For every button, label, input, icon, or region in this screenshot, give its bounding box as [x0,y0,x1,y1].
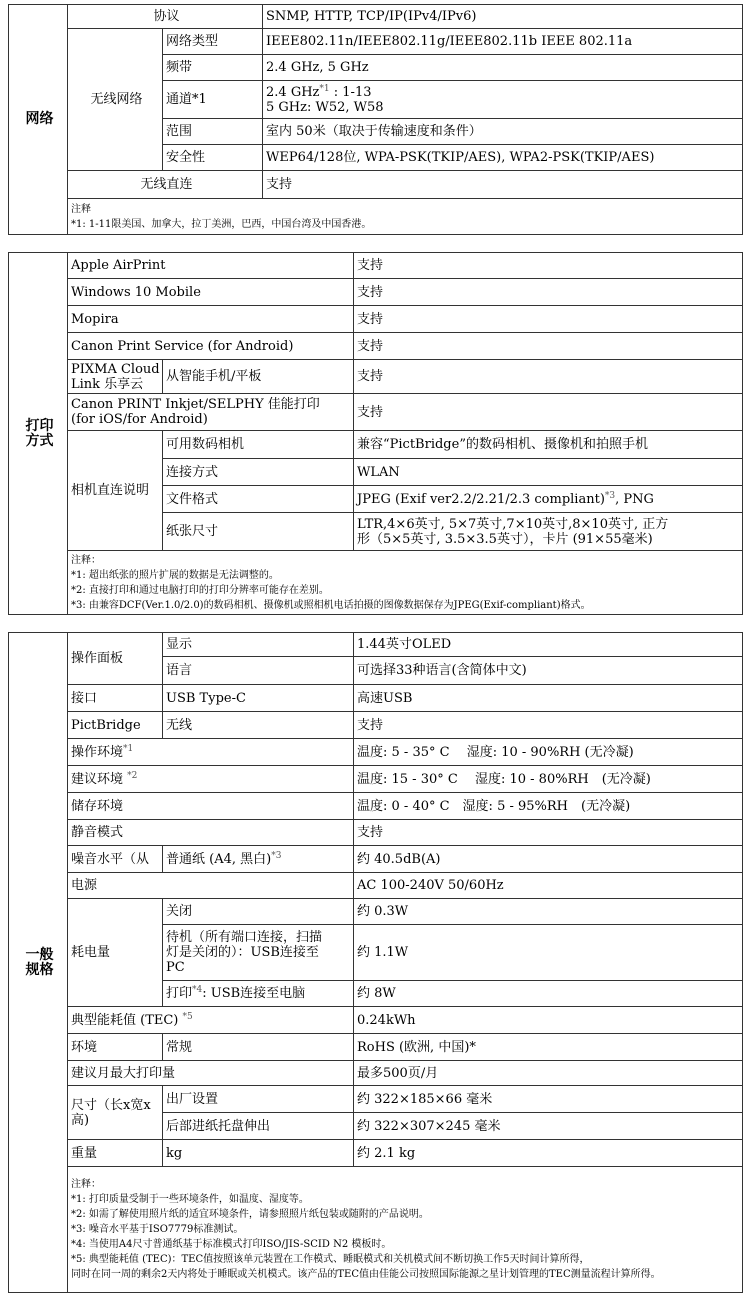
connection-value: WLAN [354,459,743,486]
language-value: 可选择33种语言(含简体中文) [354,657,743,685]
storage-env-label: 储存环境 [68,793,354,820]
noise-level-label: 噪音水平（从 [68,846,163,873]
dimensions-label: 尺寸（长x宽x 高) [68,1086,163,1140]
power-consumption-label: 耗电量 [68,899,163,1007]
noise-level-value: 约 40.5dB(A) [354,846,743,873]
wireless-direct-value: 支持 [263,171,743,199]
print-method-label: Apple AirPrint [68,253,354,279]
pixma-cloud-value: 支持 [354,360,743,394]
file-format-value: JPEG (Exif ver2.2/2.21/2.3 compliant)$^{*3}$, PNG [354,486,743,513]
inkjet-selphy-value: 支持 [354,394,743,431]
network-notes: 注释 *1: 1-11限美国、加拿大，拉丁美洲，巴西，中国台湾及中国香港。 [68,199,743,235]
power-supply-value: AC 100-240V 50/60Hz [354,873,743,899]
print-method-value: 支持 [354,333,743,360]
weight-sub: kg [163,1140,354,1167]
pixma-cloud-sub: 从智能手机/平板 [163,360,354,394]
paper-size-label: 纸张尺寸 [163,513,354,551]
noise-level-sub: 普通纸 (A4, 黑白)$^{*3}$ [163,846,354,873]
power-off-value: 约 0.3W [354,899,743,925]
dimensions-factory-label: 出厂设置 [163,1086,354,1113]
display-value: 1.44英寸OLED [354,633,743,657]
print-category: 打印 方式 [9,253,68,615]
environment-sub: 常规 [163,1034,354,1061]
camera-direct-label: 相机直连说明 [68,431,163,551]
pictbridge-value: 支持 [354,712,743,739]
display-label: 显示 [163,633,354,657]
duty-cycle-label: 建议月最大打印量 [68,1061,354,1086]
network-table [8,4,743,235]
wireless-direct-label: 无线直连 [68,171,263,199]
power-off-label: 关闭 [163,899,354,925]
dimensions-factory-value: 约 322×185×66 毫米 [354,1086,743,1113]
recommended-env-value: 温度: 15 - 30° C 湿度: 10 - 80%RH (无冷凝) [354,766,743,793]
environment-label: 环境 [68,1034,163,1061]
print-method-label: Canon Print Service (for Android) [68,333,354,360]
tec-value: 0.24kWh [354,1007,743,1034]
language-label: 语言 [163,657,354,685]
printing-power-value: 约 8W [354,981,743,1007]
dimensions-tray-label: 后部进纸托盘伸出 [163,1113,354,1140]
standby-label: 待机（所有端口连接，扫描 灯是关闭的）：USB连接至 PC [163,925,354,981]
general-notes: 注释： *1: 打印质量受制于一些环境条件，如温度、湿度等。 *2: 如需了解使用照片纸的适宜环境条件，请参照照片纸包装或随附的产品说明。 *3: 噪音水平基于ISO7779标准测试。 *4: 当使用A4尺寸普通纸基于标准模式打印ISO/JIS-SCID N2 模板时。 *5: 典型能耗值 (TEC)：TEC值按照该单元装置在工作模式、睡眠模式和关机模式间不断切换工作5天时间计算所得， 同时在同一周的剩余2天内将处于睡眠或关机模式。该产品的TEC值由佳能公司按照国际能源之星计划管理的TEC测量流程计算所得。 [68,1167,743,1293]
network-category: 网络 [9,5,68,235]
operating-env-value: 温度: 5 - 35° C 湿度: 10 - 90%RH (无冷凝) [354,739,743,766]
file-format-label: 文件格式 [163,486,354,513]
general-section [8,632,742,1293]
recommended-env-label: 建议环境 $^{*2}$ [68,766,354,793]
print-method-value: 支持 [354,253,743,279]
security-value: WEP64/128位, WPA-PSK(TKIP/AES), WPA2-PSK(TKIP/AES) [263,145,743,171]
pictbridge-sub: 无线 [163,712,354,739]
print-method-label: Windows 10 Mobile [68,279,354,306]
operation-panel-label: 操作面板 [68,633,163,685]
network-type-value: IEEE802.11n/IEEE802.11g/IEEE802.11b IEEE 802.11a [263,29,743,55]
quiet-mode-label: 静音模式 [68,820,354,846]
paper-size-value: LTR,4×6英寸, 5×7英寸,7×10英寸,8×10英寸, 正方 形（5×5英寸, 3.5×3.5英寸），卡片 (91×55毫米) [354,513,743,551]
channel-label: 通道*1 [163,81,263,119]
operating-env-label: 操作环境$^{*1}$ [68,739,354,766]
standby-value: 约 1.1W [354,925,743,981]
band-label: 频带 [163,55,263,81]
print-section [8,252,742,615]
interface-sub: USB Type-C [163,685,354,712]
interface-label: 接口 [68,685,163,712]
connection-label: 连接方式 [163,459,354,486]
compatible-camera-label: 可用数码相机 [163,431,354,459]
printing-power-label: 打印$^{*4}$: USB连接至电脑 [163,981,354,1007]
range-value: 室内 50米（取决于传输速度和条件） [263,119,743,145]
protocol-value: SNMP, HTTP, TCP/IP(IPv4/IPv6) [263,5,743,29]
print-notes: 注释： *1: 超出纸张的照片扩展的数据是无法调整的。 *2: 直接打印和通过电脑打印的打印分辨率可能存在差别。 *3: 由兼容DCF(Ver.1.0/2.0)的数码相机、摄像机或照相机电话拍摄的图像数据保存为JPEG(Exif-compliant)格式。 [68,551,743,615]
channel-value: 2.4 GHz$^{*1}$ : 1-13 5 GHz: W52, W58 [263,81,743,119]
wireless-label: 无线网络 [68,29,163,171]
environment-value: RoHS (欧洲, 中国)* [354,1034,743,1061]
duty-cycle-value: 最多500页/月 [354,1061,743,1086]
security-label: 安全性 [163,145,263,171]
print-table [8,252,743,615]
interface-value: 高速USB [354,685,743,712]
pixma-cloud-label: PIXMA Cloud Link 乐享云 [68,360,163,394]
protocol-label: 协议 [68,5,263,29]
weight-label: 重量 [68,1140,163,1167]
storage-env-value: 温度: 0 - 40° C 湿度: 5 - 95%RH (无冷凝) [354,793,743,820]
band-value: 2.4 GHz, 5 GHz [263,55,743,81]
general-category: 一般 规格 [9,633,68,1293]
inkjet-selphy-label: Canon PRINT Inkjet/SELPHY 佳能打印 (for iOS/for Android) [68,394,354,431]
compatible-camera-value: 兼容“PictBridge”的数码相机、摄像机和拍照手机 [354,431,743,459]
network-section [8,4,742,235]
weight-value: 约 2.1 kg [354,1140,743,1167]
general-table [8,632,743,1293]
print-method-label: Mopira [68,306,354,333]
print-method-value: 支持 [354,306,743,333]
tec-label: 典型能耗值 (TEC) $^{*5}$ [68,1007,354,1034]
print-method-value: 支持 [354,279,743,306]
dimensions-tray-value: 约 322×307×245 毫米 [354,1113,743,1140]
range-label: 范围 [163,119,263,145]
power-supply-label: 电源 [68,873,354,899]
network-type-label: 网络类型 [163,29,263,55]
pictbridge-label: PictBridge [68,712,163,739]
quiet-mode-value: 支持 [354,820,743,846]
